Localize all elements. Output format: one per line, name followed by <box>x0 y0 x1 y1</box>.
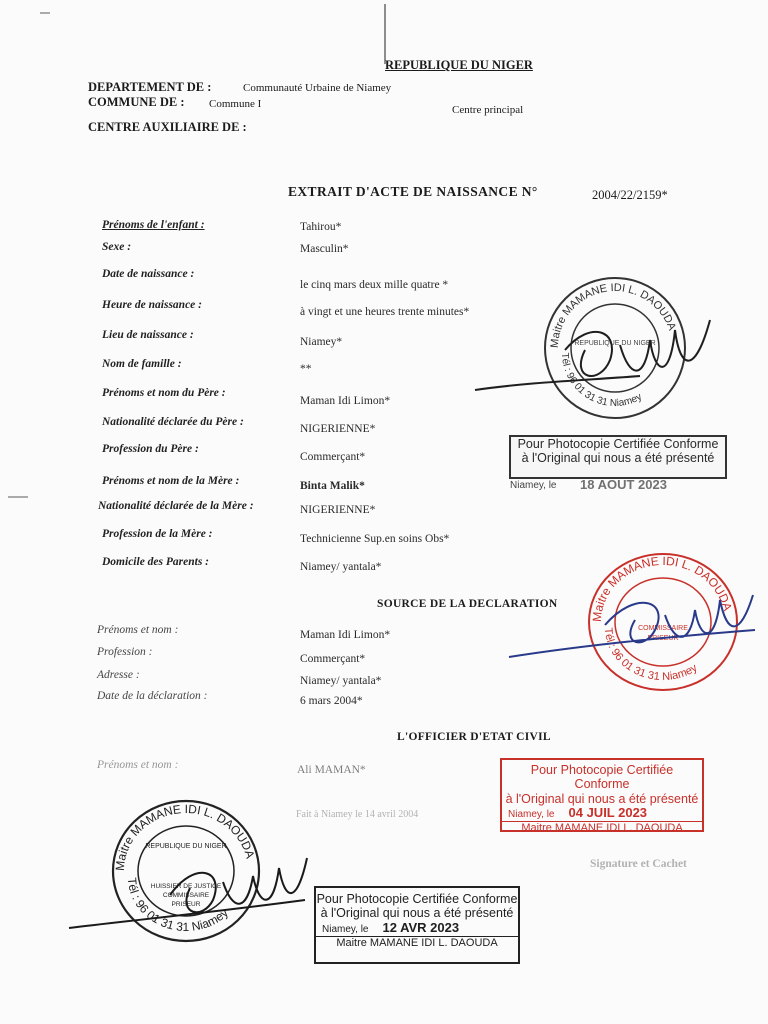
declarant-profession-value: Commerçant* <box>300 653 366 665</box>
declaration-heading: SOURCE DE LA DECLARATION <box>377 598 558 610</box>
field-value: Binta Malik* <box>300 480 365 492</box>
declarant-address-label: Adresse : <box>97 669 140 681</box>
declaration-date-label: Date de la déclaration : <box>97 690 208 702</box>
declarant-name-label: Prénoms et nom : <box>97 624 179 636</box>
field-value: Tahirou* <box>300 221 342 233</box>
field-label: Prénoms et nom du Père : <box>102 387 226 399</box>
stamp-line-1: Pour Photocopie Certifiée Conforme <box>517 437 719 451</box>
document-title: EXTRAIT D'ACTE DE NAISSANCE N° <box>288 184 538 199</box>
stamp-date: 12 AVR 2023 <box>382 919 460 935</box>
field-value: Niamey/ yantala* <box>300 561 382 573</box>
stamp-line-1: Pour Photocopie Certifiée Conforme <box>316 892 518 906</box>
centre-value: Centre principal <box>452 104 524 116</box>
commune-value: Commune I <box>209 98 262 110</box>
field-value: ** <box>300 363 312 375</box>
centre-auxiliaire-label: CENTRE AUXILIAIRE DE : <box>88 120 247 134</box>
act-number: 2004/22/2159* <box>592 188 668 202</box>
certified-copy-stamp <box>314 886 520 964</box>
seal-ring-bottom-text: Tél : 96 01 31 31 Niamey <box>558 352 644 410</box>
declaration-date-value: 6 mars 2004* <box>300 695 363 707</box>
seal-role-text: COMMISSAIRE <box>638 625 688 632</box>
seal-role-text: PRISEUR <box>171 901 201 908</box>
field-label: Nom de famille : <box>102 358 182 370</box>
officer-heading: L'OFFICIER D'ETAT CIVIL <box>397 731 551 743</box>
field-label: Lieu de naissance : <box>102 329 194 341</box>
stamp-line-2: à l'Original qui nous a été présenté <box>521 451 715 466</box>
country-heading: REPUBLIQUE DU NIGER <box>385 58 533 72</box>
field-value: Technicienne Sup.en soins Obs* <box>300 533 450 545</box>
seal-republic-text: REPUBLIQUE DU NIGER <box>145 843 227 850</box>
declarant-address-value: Niamey/ yantala* <box>300 675 382 687</box>
field-label: Profession de la Mère : <box>102 528 213 540</box>
field-label: Nationalité déclarée de la Mère : <box>98 500 254 512</box>
field-label: Prénoms de l'enfant : <box>102 219 205 231</box>
handwritten-signature <box>65 840 310 935</box>
stamp-signatory: Maitre MAMANE IDI L. DAOUDA <box>502 821 702 835</box>
departement-value: Communauté Urbaine de Niamey <box>243 82 392 94</box>
field-value: le cinq mars deux mille quatre * <box>300 279 449 291</box>
seal-ring-text: Maitre MAMANE IDI L. DAOUDA <box>548 281 678 349</box>
declarant-name-value: Maman Idi Limon* <box>300 629 391 641</box>
seal-ring-bottom-text: Tél : 96 01 31 31 Niamey <box>124 877 231 935</box>
field-value: NIGERIENNE* <box>300 423 376 435</box>
officer-name-value: Ali MAMAN* <box>297 764 366 776</box>
scan-mark <box>40 12 50 14</box>
handwritten-signature <box>470 290 720 410</box>
field-value: NIGERIENNE* <box>300 504 376 516</box>
officer-name-label: Prénoms et nom : <box>97 759 179 771</box>
field-label: Sexe : <box>102 241 132 253</box>
field-value: Commerçant* <box>300 451 366 463</box>
seal-ring-text: Maitre MAMANE IDI L. DAOUDA <box>112 801 258 872</box>
stamp-place: Niamey, le <box>322 923 369 935</box>
seal-republic-text: REPUBLIQUE DU NIGER <box>574 340 656 347</box>
field-value: Maman Idi Limon* <box>300 395 391 407</box>
field-value: Masculin* <box>300 243 349 255</box>
field-label: Prénoms et nom de la Mère : <box>102 475 240 487</box>
stamp-place: Niamey, le <box>510 480 557 491</box>
stamp-date: 18 AOUT 2023 <box>580 477 667 492</box>
certified-copy-stamp <box>509 435 727 479</box>
certified-copy-stamp-red <box>500 758 704 835</box>
handwritten-signature <box>505 575 760 665</box>
field-label: Heure de naissance : <box>102 299 202 311</box>
commune-label: COMMUNE DE : <box>88 95 185 109</box>
field-label: Profession du Père : <box>102 443 199 455</box>
stamp-line-2: à l'Original qui nous a été présenté <box>505 791 699 806</box>
stamp-date: 04 JUIL 2023 <box>568 805 648 821</box>
seal-ring-bottom-text: Tél : 96 01 31 31 Niamey <box>601 627 700 684</box>
field-label: Domicile des Parents : <box>102 556 209 568</box>
seal-role-text: COMMISSAIRE <box>162 892 210 899</box>
made-at-line: Fait à Niamey le 14 avril 2004 <box>296 809 419 820</box>
declarant-profession-label: Profession : <box>97 646 153 658</box>
field-value: Niamey* <box>300 336 343 348</box>
scan-mark <box>384 4 386 64</box>
stamp-signatory: Maitre MAMANE IDI L. DAOUDA <box>316 936 518 950</box>
seal-role-text: HUISSIER DE JUSTICE <box>150 883 222 890</box>
stamp-line-2: à l'Original qui nous a été présenté <box>320 906 514 921</box>
field-value: à vingt et une heures trente minutes* <box>300 306 470 318</box>
seal-role-text: PRISEUR <box>647 635 679 642</box>
field-label: Date de naissance : <box>102 268 195 280</box>
signature-label: Signature et Cachet <box>590 858 687 870</box>
field-label: Nationalité déclarée du Père : <box>102 416 244 428</box>
stamp-line-1: Pour Photocopie Certifiée Conforme <box>530 763 674 792</box>
departement-label: DEPARTEMENT DE : <box>88 80 212 94</box>
scan-mark <box>8 496 28 498</box>
stamp-place: Niamey, le <box>508 809 555 821</box>
seal-ring-text: Maitre MAMANE IDI L. DAOUDA <box>589 553 735 623</box>
